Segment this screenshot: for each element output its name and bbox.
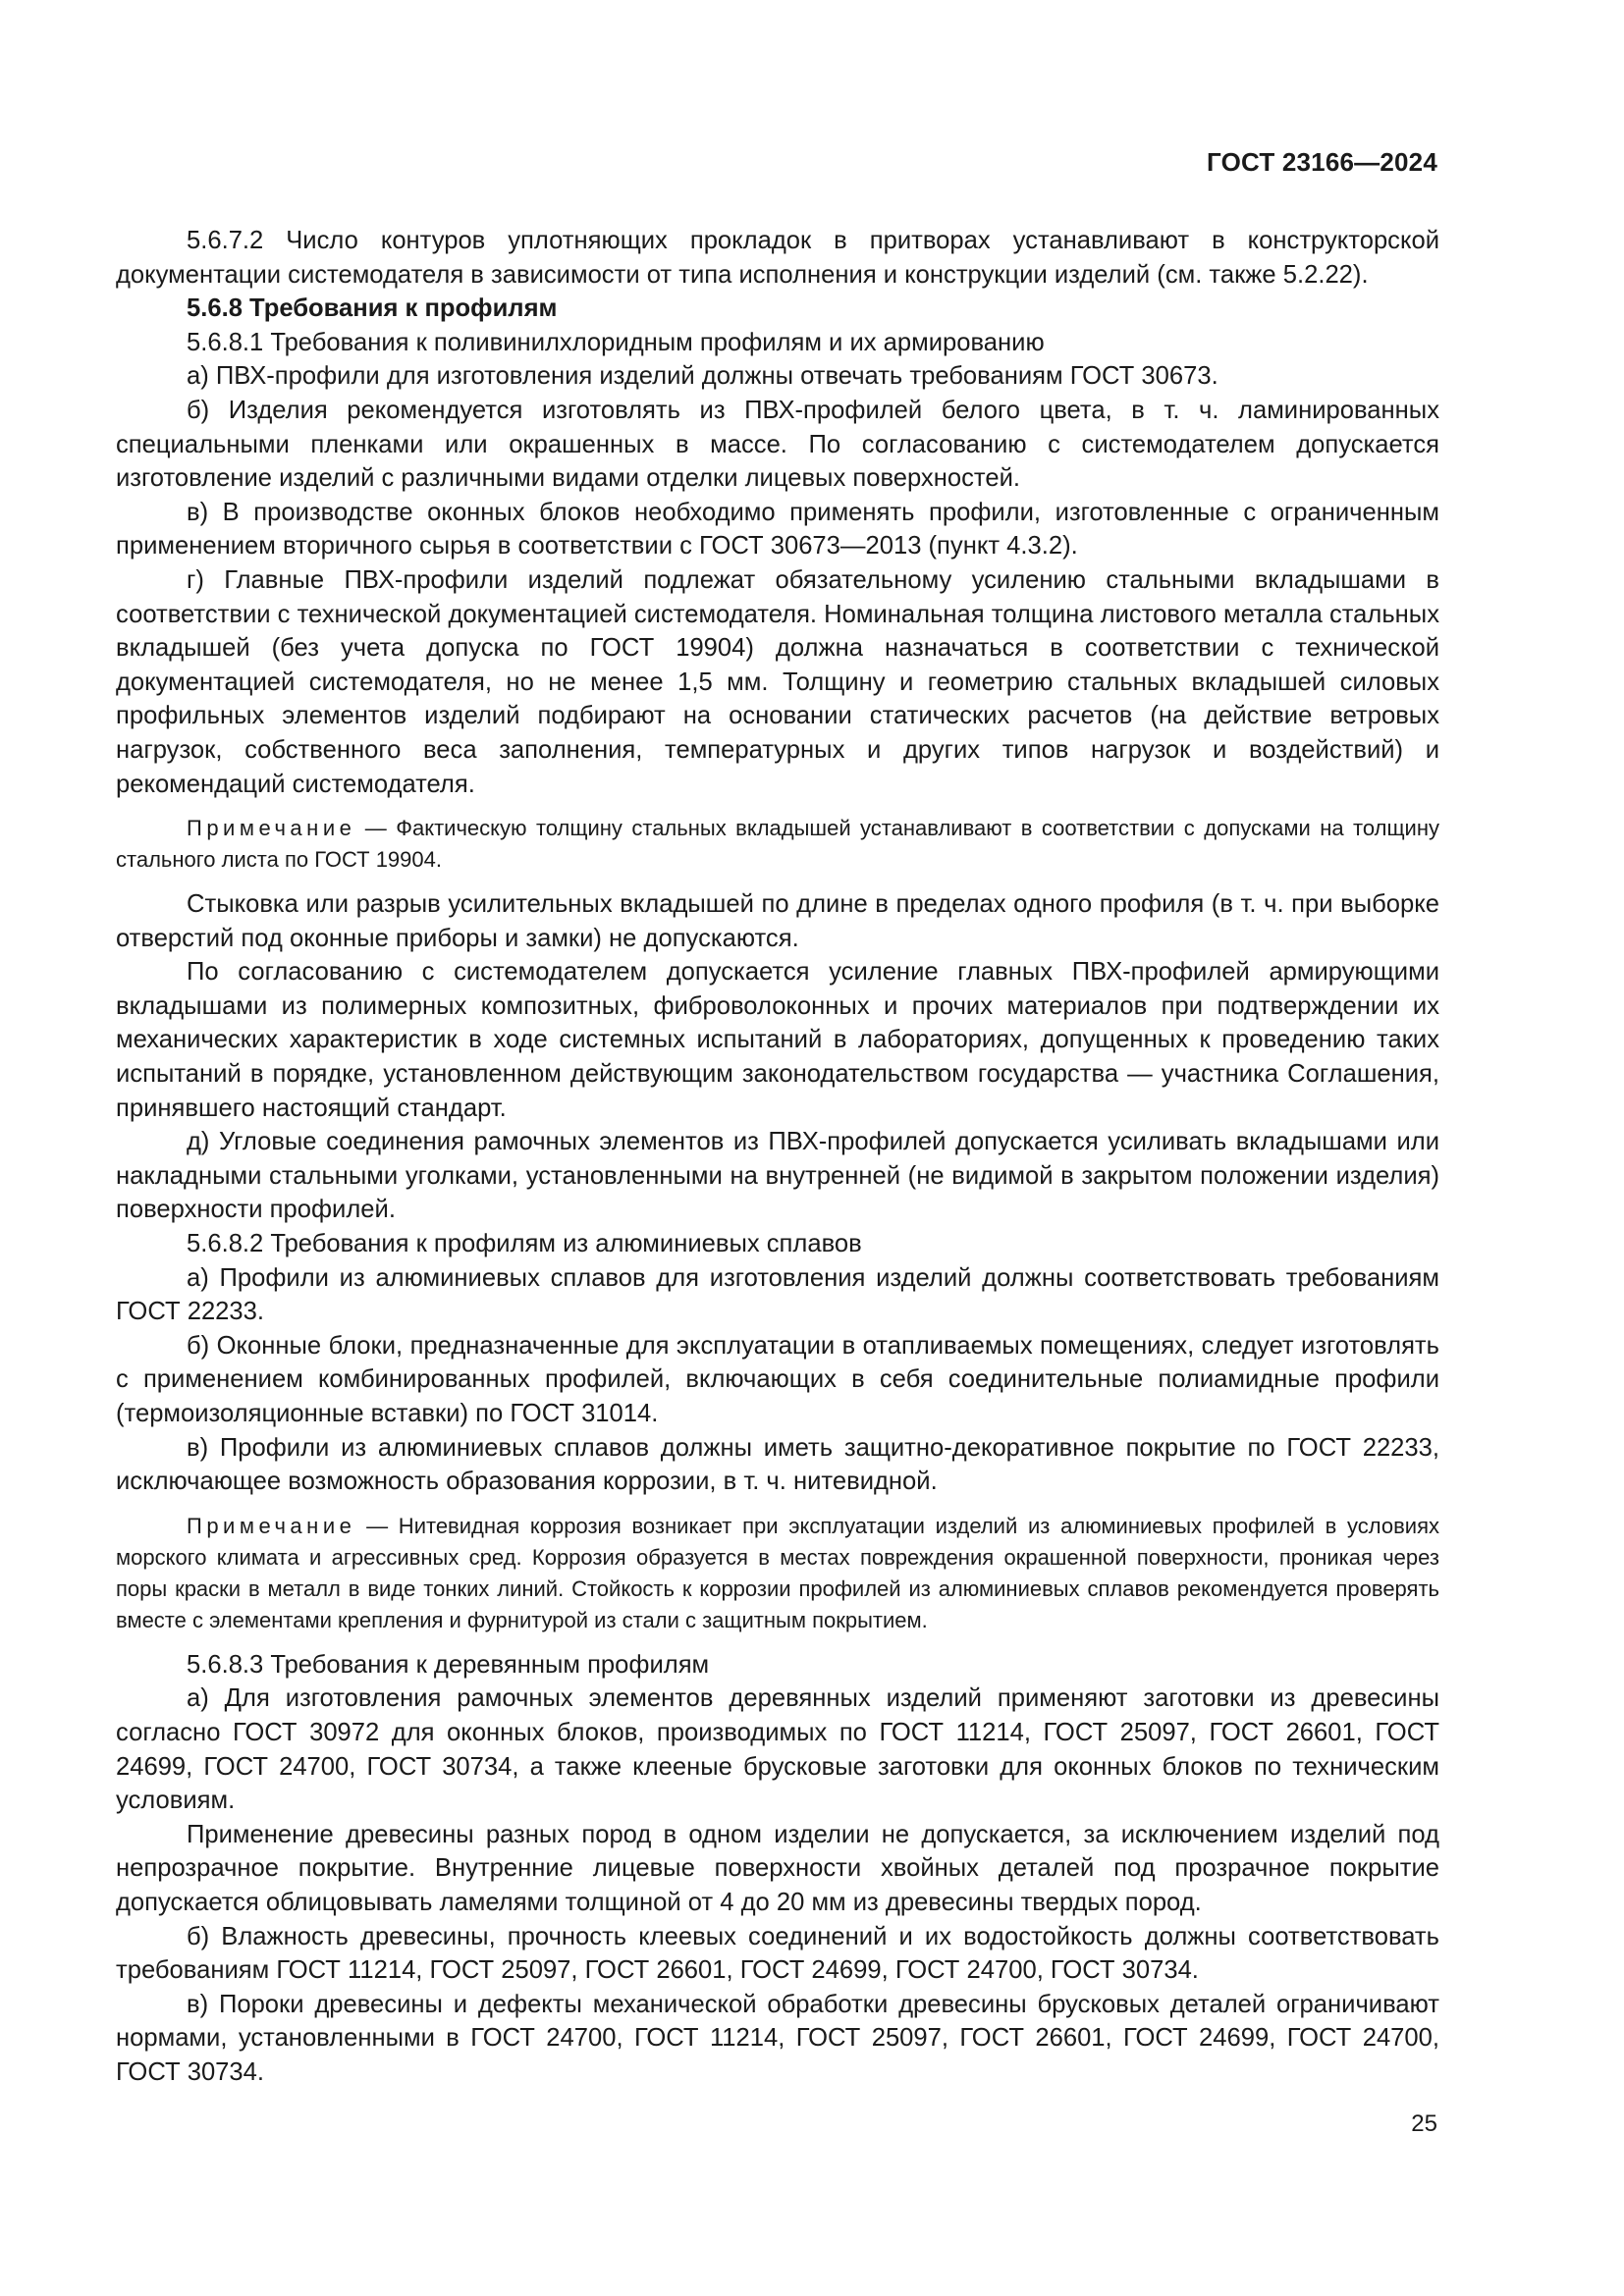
note-text: — Нитевидная коррозия возникает при эксплуатации изделий из алюминиевых профилей в условиях морского климата и агрессивных сред. Коррозия образуется в местах повреждения окрашенной поверхности, проникая через поры краски в металл в виде тонких линий. Стойкость к коррозии профилей из алюминиевых сплавов рекомендуется проверять вместе с элементами крепления и фурнитурой из стали с защитным покрытием. — [116, 1513, 1439, 1632]
paragraph: 5.6.7.2 Число контуров уплотняющих прокладок в притворах устанавливают в конструкторской документации системодателя в зависимости от типа исполнения и конструкции изделий (см. также 5.2.22). — [116, 227, 1439, 289]
paragraph: б) Влажность древесины, прочность клеевых соединений и их водостойкость должны соответствовать требованиям ГОСТ 11214, ГОСТ 25097, ГОСТ 26601, ГОСТ 24699, ГОСТ 24700, ГОСТ 30734. — [116, 1922, 1439, 1985]
paragraph: в) Профили из алюминиевых сплавов должны иметь защитно-декоративное покрытие по ГОСТ 22233, исключающее возможность образования коррозии, в т. ч. нитевидной. — [116, 1433, 1439, 1496]
paragraph: в) Пороки древесины и дефекты механической обработки древесины брусковых деталей ограничивают нормами, установленными в ГОСТ 24700, ГОСТ 11214, ГОСТ 25097, ГОСТ 26601, ГОСТ 24699, ГОСТ 24700, ГОСТ 30734. — [116, 1990, 1439, 2086]
paragraph: б) Оконные блоки, предназначенные для эксплуатации в отапливаемых помещениях, следует изготовлять с применением комбинированных профилей, включающих в себя соединительные полиамидные профили (термоизоляционные вставки) по ГОСТ 31014. — [116, 1331, 1439, 1427]
page-number: 25 — [1411, 2110, 1437, 2137]
document-body — [116, 224, 1439, 2090]
subsection-title: 5.6.8.2 Требования к профилям из алюминиевых сплавов — [187, 1230, 862, 1258]
subsection-title: 5.6.8.3 Требования к деревянным профилям — [187, 1650, 710, 1679]
paragraph: По согласованию с системодателем допускается усиление главных ПВХ-профилей армирующими вкладышами из полимерных композитных, фиброволоконных и прочих материалов при подтверждении их механических характеристик в ходе системных испытаний в лабораториях, допущенных к проведению таких испытаний в порядке, установленном действующим законодательством государства — участника Соглашения, принявшего настоящий стандарт. — [116, 958, 1439, 1122]
standard-code-header: ГОСТ 23166—2024 — [1207, 147, 1437, 177]
paragraph: Стыковка или разрыв усилительных вкладышей по длине в пределах одного профиля (в т. ч. при выборке отверстий под оконные приборы и замки) не допускаются. — [116, 890, 1439, 952]
subsection-title: 5.6.8.1 Требования к поливинилхлоридным профилям и их армированию — [187, 328, 1045, 356]
paragraph: а) ПВХ-профили для изготовления изделий должны отвечать требованиям ГОСТ 30673. — [187, 362, 1218, 391]
paragraph: а) Для изготовления рамочных элементов деревянных изделий применяют заготовки из древесины согласно ГОСТ 30972 для оконных блоков, производимых по ГОСТ 11214, ГОСТ 25097, ГОСТ 26601, ГОСТ 24699, ГОСТ 24700, ГОСТ 30734, а также клееные брусковые заготовки для оконных блоков по техническим условиям. — [116, 1684, 1439, 1815]
paragraph: Применение древесины разных пород в одном изделии не допускается, за исключением изделий под непрозрачное покрытие. Внутренние лицевые поверхности хвойных деталей под прозрачное покрытие допускается облицовывать ламелями толщиной от 4 до 20 мм из древесины твердых пород. — [116, 1820, 1439, 1916]
section-heading: 5.6.8 Требования к профилям — [187, 294, 558, 323]
paragraph: б) Изделия рекомендуется изготовлять из ПВХ-профилей белого цвета, в т. ч. ламинированных специальными пленками или окрашенных в массе. По согласованию с системодателем допускается изготовление изделий с различными видами отделки лицевых поверхностей. — [116, 396, 1439, 493]
note — [116, 813, 1439, 876]
note — [116, 1511, 1439, 1636]
note-label: Примечание — [187, 816, 356, 841]
paragraph: а) Профили из алюминиевых сплавов для изготовления изделий должны соответствовать требованиям ГОСТ 22233. — [116, 1263, 1439, 1326]
paragraph: д) Угловые соединения рамочных элементов из ПВХ-профилей допускается усиливать вкладышами или накладными стальными уголками, установленными на внутренней (не видимой в закрытом положении изделия) поверхности профилей. — [116, 1128, 1439, 1224]
note-label: Примечание — [187, 1513, 356, 1538]
paragraph: г) Главные ПВХ-профили изделий подлежат обязательному усилению стальными вкладышами в соответствии с технической документацией системодателя. Номинальная толщина листового металла стальных вкладышей (без учета допуска по ГОСТ 19904) должна назначаться в соответствии с технической документацией системодателя, но не менее 1,5 мм. Толщину и геометрию стальных вкладышей силовых профильных элементов изделий подбирают на основании статических расчетов (на действие ветровых нагрузок, собственного веса заполнения, температурных и других типов нагрузок и воздействий) и рекомендаций системодателя. — [116, 565, 1439, 798]
paragraph: в) В производстве оконных блоков необходимо применять профили, изготовленные с ограниченным применением вторичного сырья в соответствии с ГОСТ 30673—2013 (пункт 4.3.2). — [116, 498, 1439, 561]
note-text: — Фактическую толщину стальных вкладышей устанавливают в соответствии с допусками на толщину стального листа по ГОСТ 19904. — [116, 816, 1439, 873]
